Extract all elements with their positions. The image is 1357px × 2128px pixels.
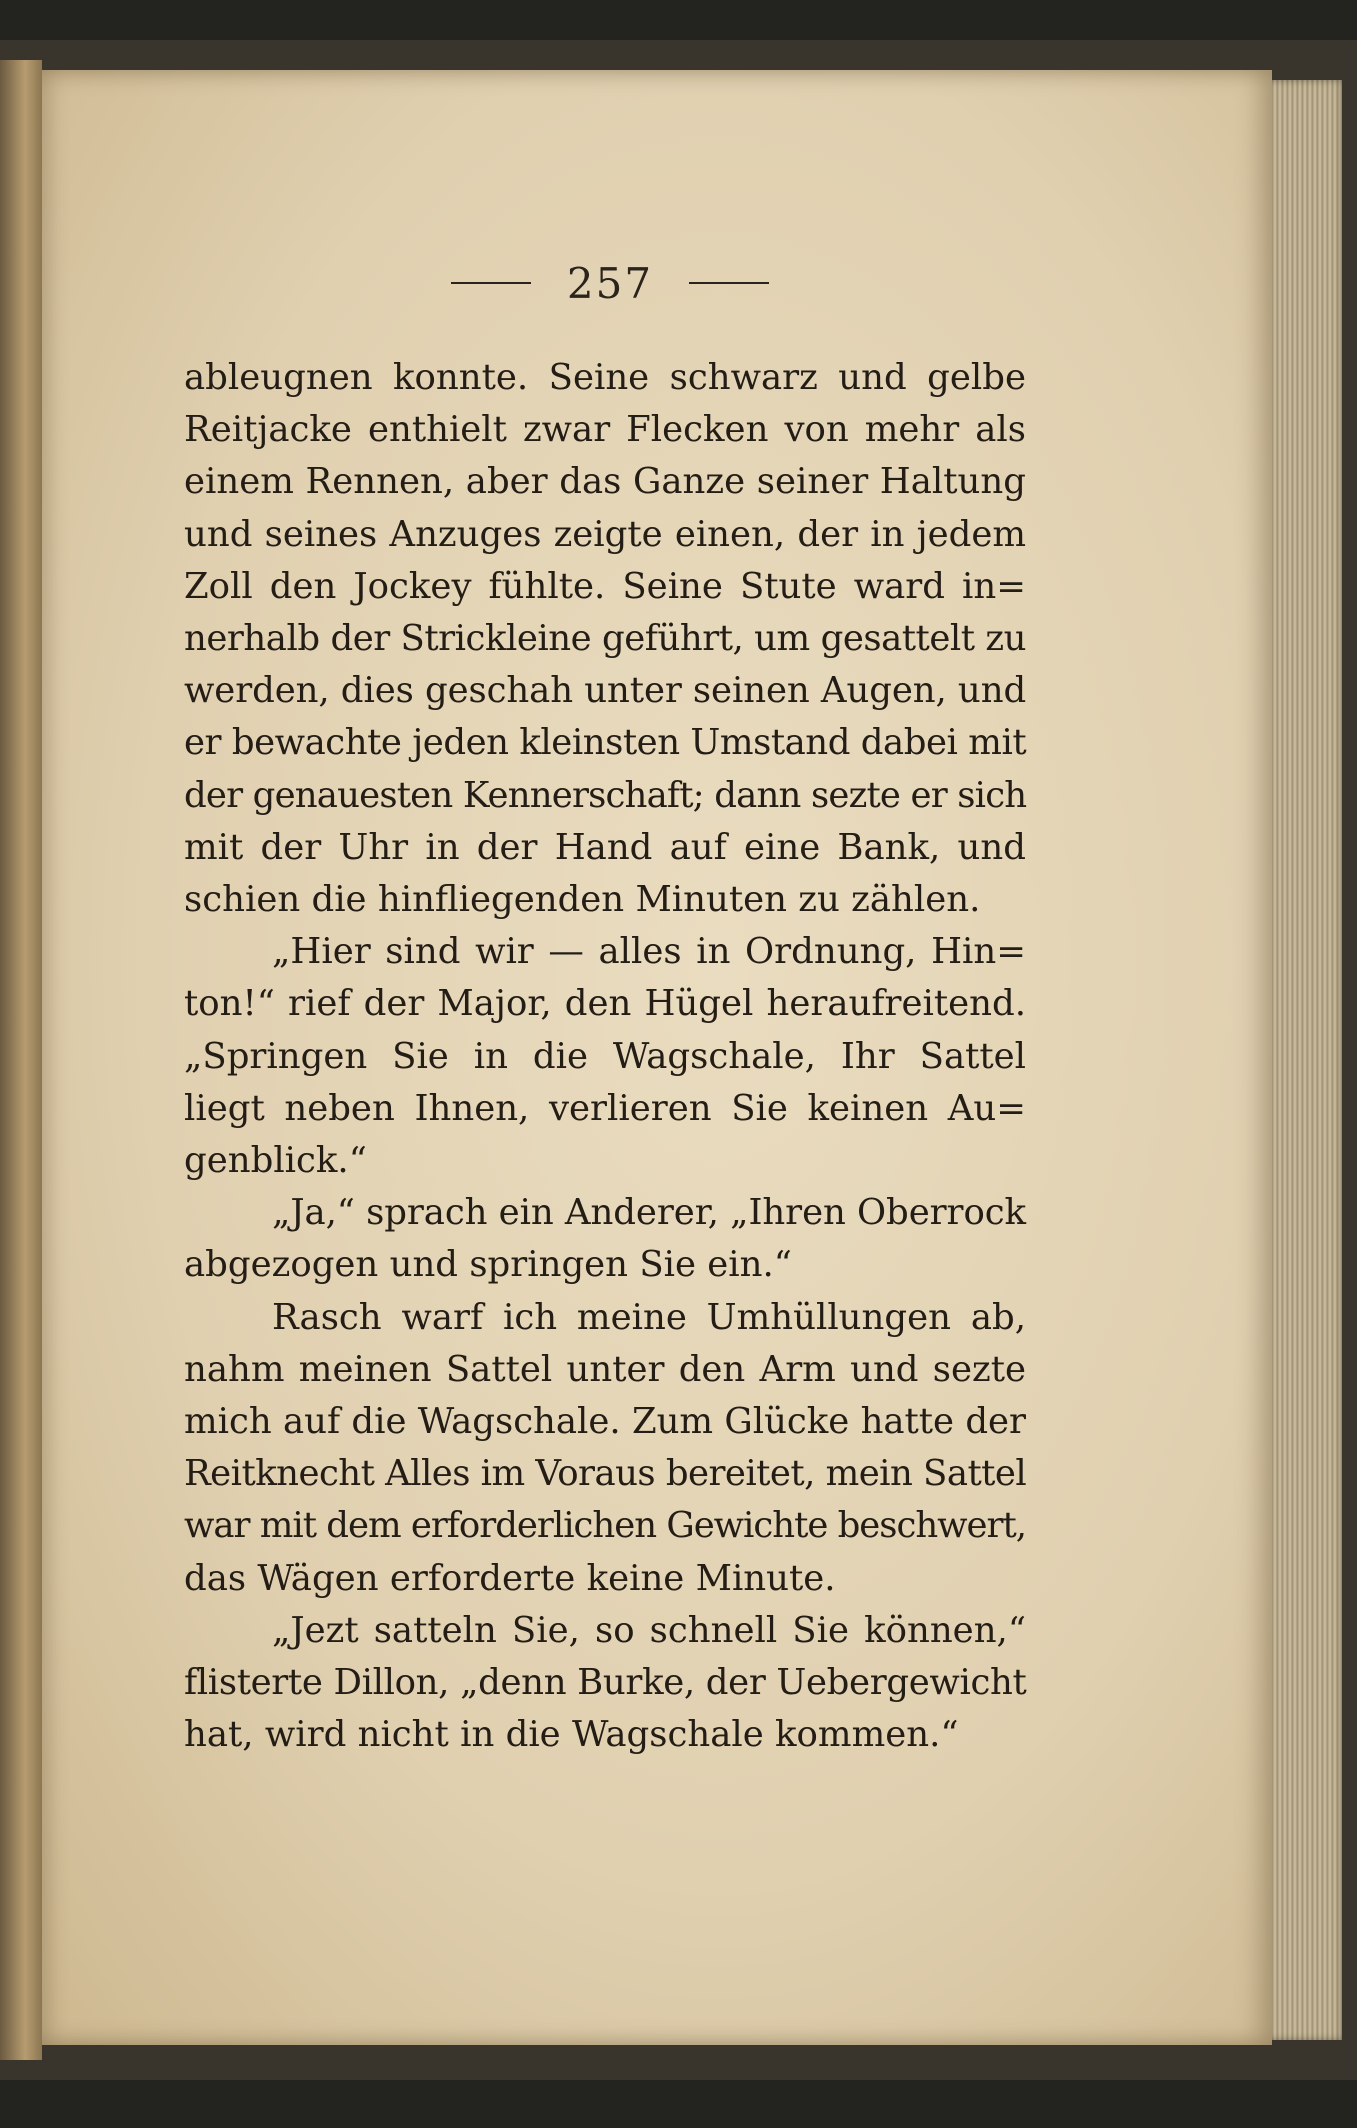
text-line: mich auf die Wagschale. Zum Glücke hatte der xyxy=(184,1401,1026,1443)
text-line: „Jezt satteln Sie, so schnell Sie können,“ xyxy=(272,1609,1026,1651)
text-line: Reitknecht Alles im Voraus bereitet, mein Sattel xyxy=(184,1453,1027,1495)
text-line: schien die hinfliegenden Minuten zu zählen. xyxy=(184,879,981,921)
text-line: er bewachte jeden kleinsten Umstand dabei mit xyxy=(184,722,1027,764)
text-line: werden, dies geschah unter seinen Augen, und xyxy=(184,670,1027,712)
paragraph xyxy=(184,352,1026,926)
text-line: „Hier sind wir — alles in Ordnung, Hin= xyxy=(272,931,1026,973)
text-line: der genauesten Kennerschaft; dann sezte er sich xyxy=(184,774,1027,816)
text-line: hat, wird nicht in die Wagschale kommen.“ xyxy=(184,1714,959,1756)
paragraph xyxy=(184,1292,1026,1605)
text-line: flisterte Dillon, „denn Burke, der Uebergewicht xyxy=(184,1662,1027,1704)
header-rule-right xyxy=(689,282,769,284)
page-stack-edge xyxy=(1262,80,1342,2040)
text-line: Rasch warf ich meine Umhüllungen ab, xyxy=(272,1296,1026,1338)
text-line: „Springen Sie in die Wagschale, Ihr Sattel xyxy=(184,1035,1026,1077)
text-line: nahm meinen Sattel unter den Arm und sezte xyxy=(184,1348,1026,1390)
text-line: das Wägen erforderte keine Minute. xyxy=(184,1557,836,1599)
text-line: einem Rennen, aber das Ganze seiner Haltung xyxy=(184,461,1026,503)
paragraph xyxy=(184,926,1026,1187)
text-line: war mit dem erforderlichen Gewichte beschwert, xyxy=(184,1505,1026,1547)
header-rule-left xyxy=(451,282,531,284)
paragraph xyxy=(184,1187,1026,1291)
text-line: genblick.“ xyxy=(184,1140,367,1182)
text-line: Reitjacke enthielt zwar Flecken von mehr als xyxy=(184,409,1026,451)
facing-page-edge xyxy=(0,60,42,2060)
text-line: Zoll den Jockey fühlte. Seine Stute ward in= xyxy=(184,565,1026,607)
text-line: ton!“ rief der Major, den Hügel heraufreitend. xyxy=(184,983,1026,1025)
text-line: liegt neben Ihnen, verlieren Sie keinen Au= xyxy=(184,1087,1026,1129)
text-line: nerhalb der Strickleine geführt, um gesattelt zu xyxy=(184,618,1026,660)
page-header xyxy=(420,258,800,308)
text-line: „Ja,“ sprach ein Anderer, „Ihren Oberrock xyxy=(272,1192,1026,1234)
text-line: abgezogen und springen Sie ein.“ xyxy=(184,1244,792,1286)
paragraph xyxy=(184,1605,1026,1762)
body-text xyxy=(184,352,1026,1761)
page-number: 257 xyxy=(566,258,654,308)
text-line: und seines Anzuges zeigte einen, der in jedem xyxy=(184,513,1026,555)
text-line: ableugnen konnte. Seine schwarz und gelbe xyxy=(184,357,1026,398)
text-line: mit der Uhr in der Hand auf eine Bank, und xyxy=(184,826,1026,868)
